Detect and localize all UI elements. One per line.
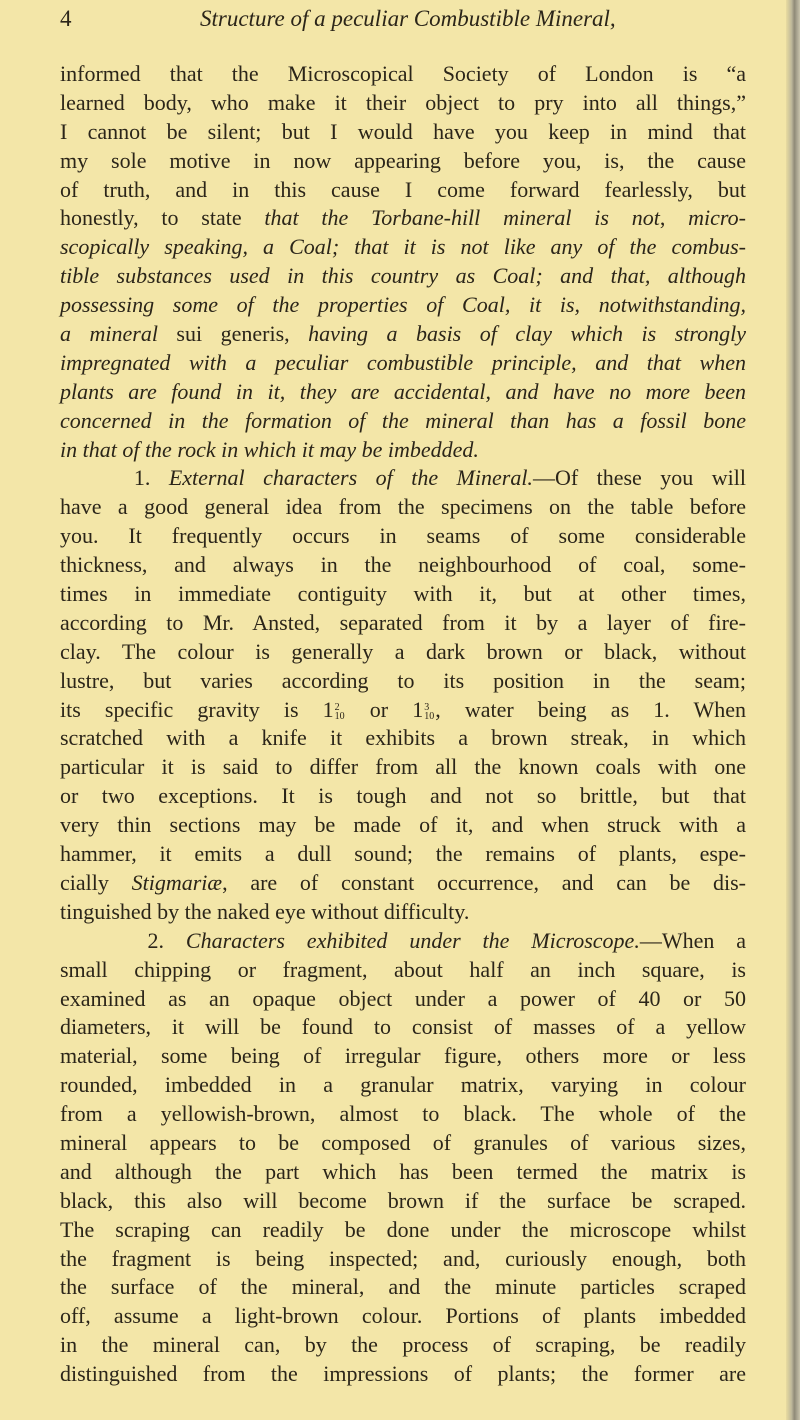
text-segment: or 1 bbox=[345, 696, 424, 722]
running-header bbox=[60, 6, 750, 36]
text-line bbox=[60, 1158, 746, 1187]
text-line bbox=[60, 436, 746, 465]
text-line bbox=[60, 840, 746, 869]
italic-text: plants are found in it, they are accidental, and have no more been bbox=[60, 378, 746, 404]
text-segment: I cannot be silent; but I would have you keep in mind that bbox=[60, 118, 746, 144]
text-line bbox=[60, 407, 746, 436]
fraction-denominator: 10 bbox=[424, 710, 435, 722]
text-line bbox=[60, 291, 746, 320]
text-line bbox=[60, 580, 746, 609]
text-line bbox=[60, 985, 746, 1014]
text-line bbox=[60, 89, 746, 118]
text-segment: very thin sections may be made of it, and when struck with a bbox=[60, 812, 746, 838]
text-line bbox=[60, 753, 746, 782]
text-segment: or two exceptions. It is tough and not so brittle, but that bbox=[60, 783, 746, 809]
text-segment: from a yellowish-brown, almost to black. The whole of the bbox=[60, 1101, 746, 1127]
text-line bbox=[60, 1273, 746, 1302]
fraction-numerator: 3 bbox=[424, 701, 430, 713]
text-segment: off, assume a light-brown colour. Portions of plants imbedded bbox=[60, 1303, 746, 1329]
text-line bbox=[60, 1245, 746, 1274]
text-line bbox=[60, 320, 746, 349]
fraction bbox=[335, 703, 345, 721]
text-line bbox=[60, 667, 746, 696]
text-line bbox=[60, 262, 746, 291]
text-segment: 2. bbox=[60, 927, 186, 953]
text-segment: informed that the Microscopical Society of London is “a bbox=[60, 61, 746, 86]
text-segment: —Of these you will bbox=[532, 465, 746, 491]
text-segment: distinguished from the impressions of plants; the former are bbox=[60, 1361, 746, 1387]
italic-text: scopically speaking, a Coal; that it is not like any of the combus- bbox=[60, 234, 746, 260]
text-segment: tinguished by the naked eye without difficulty. bbox=[60, 898, 470, 924]
text-segment: examined as an opaque object under a power of 40 or 50 bbox=[60, 985, 746, 1011]
text-segment: mineral appears to be composed of granules of various sizes, bbox=[60, 1129, 746, 1155]
text-segment: you. It frequently occurs in seams of some considerable bbox=[60, 523, 746, 549]
text-segment: cially bbox=[60, 869, 132, 895]
italic-text: impregnated with a peculiar combustible principle, and that when bbox=[60, 349, 746, 375]
text-segment: the fragment is being inspected; and, curiously enough, both bbox=[60, 1245, 746, 1271]
italic-text: having a basis of clay which is strongly bbox=[308, 321, 746, 347]
italic-text: micro- bbox=[688, 205, 747, 231]
text-segment: my sole motive in now appearing before you, is, the cause bbox=[60, 147, 746, 173]
text-line bbox=[60, 1331, 746, 1360]
text-segment: , bbox=[659, 205, 689, 231]
text-line bbox=[60, 1129, 746, 1158]
text-segment: have a good general idea from the specimens on the table before bbox=[60, 494, 746, 520]
text-line bbox=[60, 956, 746, 985]
text-line bbox=[60, 1187, 746, 1216]
text-line bbox=[60, 464, 746, 493]
fraction-denominator: 10 bbox=[334, 710, 345, 722]
fraction-numerator: 2 bbox=[334, 701, 340, 713]
italic-text: possessing some of the properties of Coal, it is, notwithstanding, bbox=[60, 292, 746, 318]
text-segment: hammer, it emits a dull sound; the remains of plants, espe- bbox=[60, 841, 746, 867]
text-segment: black, this also will become brown if the surface be scraped. bbox=[60, 1187, 746, 1213]
text-line bbox=[60, 551, 746, 580]
text-segment: particular it is said to differ from all the known coals with one bbox=[60, 754, 746, 780]
text-segment: sui generis, bbox=[157, 321, 309, 347]
text-segment: of truth, and in this cause I come forward fearlessly, but bbox=[60, 176, 746, 202]
text-segment: 1. bbox=[60, 465, 169, 491]
text-segment: —When a bbox=[639, 927, 747, 953]
page-number: 4 bbox=[60, 6, 72, 31]
text-segment: , water being as 1. When bbox=[435, 696, 746, 722]
text-line bbox=[60, 176, 746, 205]
text-segment: in the mineral can, by the process of scraping, be readily bbox=[60, 1332, 746, 1358]
text-line bbox=[60, 233, 746, 262]
text-line bbox=[60, 1013, 746, 1042]
text-line bbox=[60, 1216, 746, 1245]
text-line bbox=[60, 927, 746, 956]
italic-text: Stigmariæ bbox=[131, 869, 223, 895]
text-segment: The scraping can readily be done under the microscope whilst bbox=[60, 1216, 746, 1242]
italic-text: External characters of the Mineral. bbox=[168, 465, 533, 491]
text-line bbox=[60, 118, 746, 147]
text-segment: , are of constant occurrence, and can be dis- bbox=[222, 869, 746, 895]
page-body-text bbox=[60, 60, 746, 1389]
running-title: Structure of a peculiar Combustible Mineral, bbox=[200, 6, 616, 31]
text-line bbox=[60, 696, 746, 725]
italic-text: concerned in the formation of the mineral than has a fossil bone bbox=[60, 407, 746, 433]
text-segment: thickness, and always in the neighbourhood of coal, some- bbox=[60, 552, 746, 578]
text-line bbox=[60, 147, 746, 176]
text-line bbox=[60, 609, 746, 638]
text-segment: times in immediate contiguity with it, but at other times, bbox=[60, 581, 746, 607]
text-segment: the surface of the mineral, and the minute particles scraped bbox=[60, 1274, 746, 1300]
text-segment: and although the part which has been termed the matrix is bbox=[60, 1158, 746, 1184]
text-line bbox=[60, 638, 746, 667]
text-line bbox=[60, 724, 746, 753]
fraction bbox=[424, 703, 434, 721]
text-segment: small chipping or fragment, about half an inch square, is bbox=[60, 956, 746, 982]
text-segment: clay. The colour is generally a dark brown or black, without bbox=[60, 638, 746, 664]
text-line bbox=[60, 869, 746, 898]
italic-text: that the Torbane-hill mineral is not bbox=[264, 205, 660, 231]
text-line bbox=[60, 782, 746, 811]
text-line bbox=[60, 1042, 746, 1071]
page-edge bbox=[786, 0, 800, 1420]
text-line bbox=[60, 1071, 746, 1100]
text-segment: rounded, imbedded in a granular matrix, varying in colour bbox=[60, 1072, 746, 1098]
text-line bbox=[60, 1360, 746, 1389]
text-line bbox=[60, 1302, 746, 1331]
text-line bbox=[60, 811, 746, 840]
text-line bbox=[60, 522, 746, 551]
text-segment: its specific gravity is 1 bbox=[60, 696, 334, 722]
text-line bbox=[60, 493, 746, 522]
italic-text: Characters exhibited under the Microscope. bbox=[185, 927, 640, 953]
italic-text: a mineral bbox=[60, 321, 158, 347]
text-segment: diameters, it will be found to consist of masses of a yellow bbox=[60, 1014, 746, 1040]
text-segment: scratched with a knife it exhibits a brown streak, in which bbox=[60, 725, 746, 751]
text-segment: according to Mr. Ansted, separated from it by a layer of fire- bbox=[60, 609, 746, 635]
text-line bbox=[60, 204, 746, 233]
text-segment: honestly, to state bbox=[60, 205, 265, 231]
text-line bbox=[60, 60, 746, 89]
text-line bbox=[60, 349, 746, 378]
text-line bbox=[60, 1100, 746, 1129]
text-segment: lustre, but varies according to its position in the seam; bbox=[60, 667, 746, 693]
text-segment: learned body, who make it their object to pry into all things,” bbox=[60, 89, 746, 115]
text-line bbox=[60, 378, 746, 407]
italic-text: in that of the rock in which it may be imbedded. bbox=[60, 436, 479, 462]
text-line bbox=[60, 898, 746, 927]
italic-text: tible substances used in this country as Coal; and that, although bbox=[60, 263, 746, 289]
text-segment: material, some being of irregular figure, others more or less bbox=[60, 1043, 746, 1069]
